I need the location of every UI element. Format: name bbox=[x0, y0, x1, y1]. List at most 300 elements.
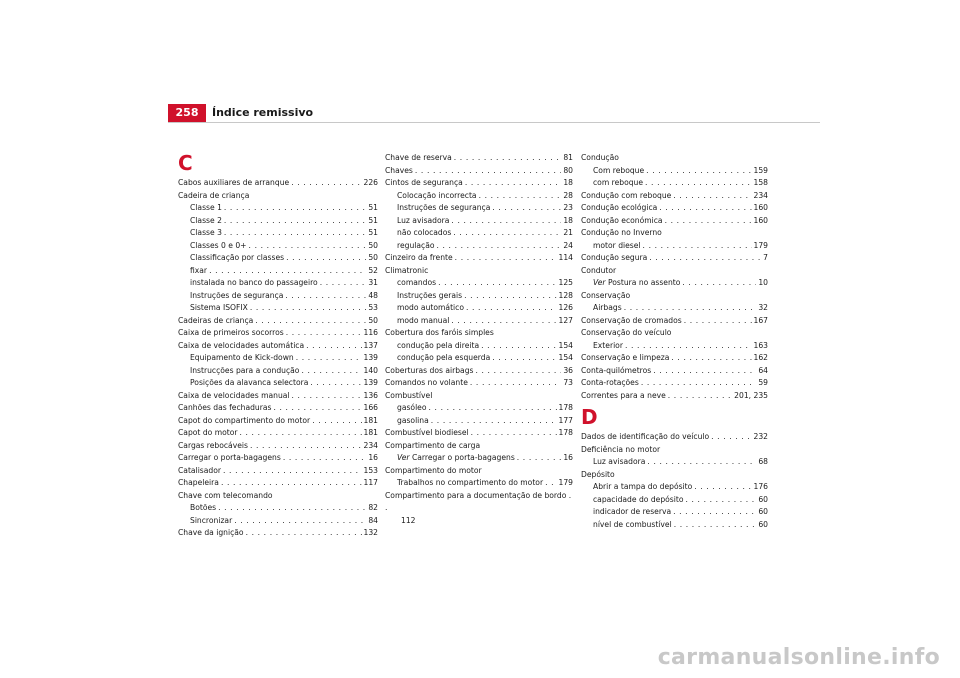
leader-dots bbox=[320, 277, 367, 290]
leader-dots bbox=[673, 190, 751, 203]
entry-label-group bbox=[190, 265, 207, 278]
entry-label-group bbox=[593, 240, 641, 253]
index-entry bbox=[581, 365, 768, 378]
index-subentry bbox=[385, 402, 573, 415]
leader-dots bbox=[286, 327, 362, 340]
entry-label-group bbox=[581, 315, 682, 328]
entry-label: Classe 3 bbox=[190, 228, 222, 237]
entry-page: 140 bbox=[363, 365, 378, 375]
entry-label: Cinzeiro da frente bbox=[385, 253, 453, 262]
index-subentry bbox=[385, 477, 573, 490]
entry-label-group bbox=[178, 440, 248, 453]
entry-label: Dados de identificação do veículo bbox=[581, 432, 710, 441]
entry-label-group bbox=[397, 227, 451, 240]
index-subentry bbox=[178, 277, 378, 290]
leader-dots bbox=[429, 402, 557, 415]
entry-label-group bbox=[593, 165, 644, 178]
index-entry bbox=[581, 215, 768, 228]
leader-dots bbox=[286, 252, 366, 265]
entry-page: 23 bbox=[563, 203, 573, 212]
entry-label-group bbox=[397, 402, 427, 415]
entry-label: condução pela esquerda bbox=[397, 353, 491, 362]
entry-page: 177 bbox=[558, 415, 573, 425]
entry-page: 167 bbox=[753, 315, 768, 325]
index-entry bbox=[581, 315, 768, 328]
entry-label-group bbox=[593, 481, 692, 494]
index-entry bbox=[178, 340, 378, 353]
entry-label-group bbox=[397, 190, 477, 203]
index-subentry bbox=[581, 177, 768, 190]
leader-dots bbox=[224, 202, 366, 215]
entry-label: comandos bbox=[397, 278, 437, 287]
index-entry bbox=[178, 177, 378, 190]
index-subentry bbox=[178, 515, 378, 528]
entry-label: com reboque bbox=[593, 178, 644, 187]
entry-label-group bbox=[178, 477, 219, 490]
entry-label-group bbox=[190, 352, 294, 365]
entry-label-group bbox=[178, 527, 244, 540]
entry-page: 28 bbox=[563, 190, 573, 200]
entry-label-group bbox=[397, 415, 429, 428]
entry-label-group bbox=[397, 302, 464, 315]
entry-label-group bbox=[190, 227, 222, 240]
index-subentry bbox=[581, 302, 768, 315]
index-entry bbox=[178, 390, 378, 403]
index-entry bbox=[385, 365, 573, 378]
entry-page: 7 bbox=[763, 253, 768, 262]
entry-page: 112 bbox=[401, 515, 416, 525]
entry-label: Conservação de cromados bbox=[581, 315, 682, 325]
entry-label: gasolina bbox=[397, 415, 429, 425]
entry-page: 201, 235 bbox=[734, 390, 768, 400]
leader-dots bbox=[273, 402, 361, 415]
entry-label: Posições da alavanca selectora bbox=[190, 378, 309, 387]
leader-dots bbox=[625, 340, 752, 353]
leader-dots bbox=[673, 506, 756, 519]
leader-dots bbox=[246, 527, 362, 540]
entry-label: Chave da ignição bbox=[178, 528, 244, 537]
entry-page: 32 bbox=[758, 303, 768, 312]
entry-label-group bbox=[397, 340, 479, 353]
entry-page: 84 bbox=[368, 515, 378, 525]
index-subentry bbox=[385, 190, 573, 203]
leader-dots bbox=[686, 494, 757, 507]
entry-label: nível de combustível bbox=[593, 519, 672, 529]
entry-page: 178 bbox=[558, 403, 573, 412]
leader-dots bbox=[249, 240, 367, 253]
entry-page: 136 bbox=[363, 390, 378, 400]
leader-dots bbox=[668, 390, 732, 403]
entry-label: Canhões das fechaduras bbox=[178, 403, 272, 412]
entry-label-group bbox=[397, 315, 449, 328]
leader-dots bbox=[306, 340, 361, 353]
leader-dots bbox=[645, 177, 751, 190]
index-entry bbox=[581, 390, 768, 403]
leader-dots bbox=[239, 427, 361, 440]
entry-page: 158 bbox=[753, 178, 768, 187]
index-heading: Deficiência no motor bbox=[581, 444, 661, 454]
leader-dots bbox=[296, 352, 362, 365]
entry-label-group bbox=[397, 215, 449, 228]
entry-page: 139 bbox=[363, 378, 378, 387]
entry-page: 48 bbox=[368, 290, 378, 300]
index-subentry bbox=[178, 377, 378, 390]
leader-dots bbox=[221, 477, 362, 490]
entry-page: 81 bbox=[563, 153, 573, 162]
entry-label-group bbox=[178, 452, 281, 465]
index-heading: Cobertura dos faróis simples bbox=[385, 328, 494, 337]
leader-dots bbox=[492, 202, 561, 215]
leader-dots bbox=[283, 452, 367, 465]
leader-dots bbox=[431, 415, 557, 428]
entry-label: Carregar o porta-bagagens bbox=[178, 453, 281, 462]
entry-label: Condução económica bbox=[581, 215, 663, 225]
entry-label-group bbox=[397, 290, 462, 303]
entry-page: 234 bbox=[753, 190, 768, 200]
index-heading: Combustível bbox=[385, 390, 433, 400]
entry-label: Chave de reserva bbox=[385, 153, 452, 162]
entry-label-group bbox=[190, 365, 299, 378]
entry-label-group bbox=[397, 202, 490, 215]
entry-page: 234 bbox=[363, 440, 378, 450]
entry-page: 154 bbox=[558, 340, 573, 350]
leader-dots bbox=[470, 377, 561, 390]
index-subentry bbox=[178, 227, 378, 240]
entry-label: Coberturas dos airbags bbox=[385, 365, 474, 375]
entry-label: gasóleo bbox=[397, 403, 427, 412]
index-heading: Compartimento de carga bbox=[385, 440, 481, 450]
index-heading: Conservação bbox=[581, 290, 631, 300]
entry-label: Airbags bbox=[593, 303, 622, 312]
index-entry bbox=[385, 252, 573, 265]
entry-label-group bbox=[581, 431, 709, 444]
leader-dots bbox=[209, 265, 366, 278]
entry-label: Postura no assento bbox=[607, 278, 681, 287]
leader-dots bbox=[453, 227, 561, 240]
leader-dots bbox=[711, 431, 751, 444]
entry-label: Abrir a tampa do depósito bbox=[593, 482, 693, 491]
entry-page: 18 bbox=[563, 178, 573, 187]
entry-page: 51 bbox=[368, 215, 378, 225]
index-subentry bbox=[385, 352, 573, 365]
leader-dots bbox=[437, 240, 562, 253]
leader-dots bbox=[649, 252, 761, 265]
entry-label: Caixa de primeiros socorros bbox=[178, 328, 284, 337]
entry-label-group bbox=[178, 415, 310, 428]
entry-label-group bbox=[385, 377, 468, 390]
entry-label: fixar bbox=[190, 265, 208, 275]
entry-page: 36 bbox=[563, 365, 573, 375]
index-entry bbox=[178, 452, 378, 465]
leader-dots bbox=[674, 519, 757, 532]
index-subentry bbox=[581, 277, 768, 290]
entry-page: 127 bbox=[558, 315, 573, 325]
index-subentry bbox=[581, 494, 768, 507]
entry-label-group bbox=[385, 165, 413, 178]
entry-label-group bbox=[397, 277, 436, 290]
entry-page: 16 bbox=[368, 453, 378, 462]
entry-page: 132 bbox=[363, 528, 378, 537]
entry-page: 179 bbox=[558, 478, 573, 487]
index-subentry bbox=[385, 452, 573, 465]
entry-label-group bbox=[190, 290, 283, 303]
leader-dots bbox=[438, 277, 556, 290]
entry-page: 60 bbox=[758, 519, 768, 529]
entry-label: modo automático bbox=[397, 303, 464, 312]
leader-dots bbox=[310, 377, 361, 390]
index-entry bbox=[178, 427, 378, 440]
section-letter: C bbox=[178, 151, 193, 175]
index-subentry bbox=[581, 456, 768, 469]
leader-dots bbox=[479, 190, 562, 203]
entry-page: 181 bbox=[363, 428, 378, 437]
entry-page: 116 bbox=[363, 328, 378, 337]
entry-page: 137 bbox=[363, 340, 378, 350]
entry-page: 160 bbox=[753, 215, 768, 225]
index-subentry bbox=[178, 365, 378, 378]
entry-label: Cintos de segurança bbox=[385, 178, 463, 187]
leader-dots bbox=[694, 481, 751, 494]
entry-page: 128 bbox=[558, 290, 573, 300]
index-subentry bbox=[385, 277, 573, 290]
entry-page: 80 bbox=[563, 165, 573, 175]
leader-dots bbox=[682, 277, 756, 290]
index-entry bbox=[581, 252, 768, 265]
index-entry bbox=[178, 440, 378, 453]
index-heading: Compartimento do motor bbox=[385, 465, 482, 475]
leader-dots bbox=[545, 477, 556, 490]
entry-label-group bbox=[581, 365, 651, 378]
page-number: 258 bbox=[168, 104, 206, 122]
entry-label-group bbox=[178, 402, 271, 415]
header-rule bbox=[168, 122, 820, 123]
entry-label-group bbox=[593, 302, 622, 315]
entry-label-group bbox=[190, 515, 232, 528]
index-column-3 bbox=[581, 152, 768, 531]
entry-page: 153 bbox=[363, 465, 378, 475]
index-entry bbox=[385, 177, 573, 190]
leader-dots bbox=[454, 152, 562, 165]
leader-dots bbox=[250, 440, 362, 453]
entry-page: 179 bbox=[753, 240, 768, 250]
entry-page: 178 bbox=[558, 428, 573, 437]
index-subentry bbox=[385, 315, 573, 328]
leader-dots bbox=[481, 340, 556, 353]
index-subentry bbox=[581, 165, 768, 178]
leader-dots bbox=[312, 415, 361, 428]
entry-label: Classes 0 e 0+ bbox=[190, 240, 247, 250]
index-subentry bbox=[385, 215, 573, 228]
index-entry bbox=[581, 202, 768, 215]
entry-page: 73 bbox=[563, 378, 573, 387]
entry-label-group bbox=[581, 377, 639, 390]
leader-dots bbox=[224, 215, 366, 228]
entry-label: não colocados bbox=[397, 228, 452, 237]
index-column-2 bbox=[385, 152, 573, 527]
index-entry bbox=[178, 315, 378, 328]
index-subentry bbox=[385, 202, 573, 215]
index-subentry bbox=[178, 215, 378, 228]
index-heading: Climatronic bbox=[385, 265, 429, 275]
entry-page: 159 bbox=[753, 165, 768, 175]
index-entry bbox=[385, 377, 573, 390]
entry-label-group bbox=[581, 190, 671, 203]
entry-label-group bbox=[593, 340, 623, 353]
leader-dots bbox=[471, 427, 557, 440]
entry-label: Luz avisadora bbox=[397, 215, 450, 225]
index-entry bbox=[385, 152, 573, 165]
index-heading: Condutor bbox=[581, 265, 617, 275]
index-entry bbox=[581, 431, 768, 444]
entry-label-group bbox=[397, 477, 543, 490]
entry-page: 226 bbox=[363, 178, 378, 187]
index-subentry bbox=[178, 240, 378, 253]
leader-dots bbox=[451, 315, 556, 328]
entry-label: Conta-rotações bbox=[581, 378, 639, 387]
index-entry bbox=[178, 465, 378, 478]
leader-dots bbox=[224, 227, 366, 240]
entry-page: 162 bbox=[753, 353, 768, 362]
entry-label: Condução segura bbox=[581, 253, 648, 262]
entry-label-group bbox=[581, 202, 657, 215]
index-subentry bbox=[178, 502, 378, 515]
leader-dots bbox=[415, 165, 561, 178]
entry-label: instalada no banco do passageiro bbox=[190, 278, 318, 287]
entry-label-group bbox=[593, 506, 671, 519]
leader-dots bbox=[466, 302, 557, 315]
entry-page: 125 bbox=[558, 278, 573, 287]
entry-label-group bbox=[190, 215, 222, 228]
entry-label: motor diesel bbox=[593, 240, 641, 250]
index-subentry bbox=[581, 481, 768, 494]
leader-dots bbox=[250, 302, 366, 315]
entry-label-group bbox=[593, 494, 684, 507]
entry-label-group bbox=[581, 215, 663, 228]
entry-label: Chapeleira bbox=[178, 478, 219, 487]
entry-label: indicador de reserva bbox=[593, 507, 672, 516]
entry-label: Classe 2 bbox=[190, 215, 222, 225]
entry-label: Cadeiras de criança bbox=[178, 315, 254, 325]
entry-page: 232 bbox=[753, 432, 768, 441]
entry-label-group bbox=[190, 377, 308, 390]
entry-label: Chaves bbox=[385, 165, 413, 175]
entry-page: 51 bbox=[368, 203, 378, 212]
leader-dots bbox=[659, 202, 751, 215]
entry-page: 166 bbox=[363, 403, 378, 412]
section-letter: D bbox=[581, 405, 598, 429]
entry-label: Trabalhos no compartimento do motor bbox=[397, 478, 544, 487]
entry-page: 176 bbox=[753, 482, 768, 491]
entry-label-group bbox=[178, 315, 253, 328]
entry-label: Carregar o porta-bagagens bbox=[411, 453, 515, 462]
index-entry bbox=[385, 427, 573, 440]
entry-label: Correntes para a neve bbox=[581, 390, 666, 400]
entry-label: Condução ecológica bbox=[581, 203, 658, 212]
leader-dots bbox=[647, 456, 756, 469]
watermark: carmanualsonline.info bbox=[657, 645, 940, 670]
index-subentry bbox=[385, 415, 573, 428]
entry-label: Conta-quilómetros bbox=[581, 365, 652, 375]
entry-label: Cargas rebocáveis bbox=[178, 440, 248, 450]
page-title: Índice remissivo bbox=[212, 106, 314, 119]
entry-page: 68 bbox=[758, 457, 768, 466]
entry-label-group bbox=[581, 252, 647, 265]
entry-page: 139 bbox=[363, 353, 378, 362]
entry-label: modo manual bbox=[397, 315, 450, 325]
index-subentry bbox=[385, 340, 573, 353]
index-subentry bbox=[385, 227, 573, 240]
entry-label-group bbox=[190, 302, 248, 315]
leader-dots bbox=[665, 215, 752, 228]
leader-dots bbox=[517, 452, 562, 465]
leader-dots bbox=[464, 290, 556, 303]
index-subentry bbox=[385, 240, 573, 253]
entry-page: 16 bbox=[563, 453, 573, 462]
entry-label-group bbox=[190, 240, 247, 253]
entry-page: 60 bbox=[758, 494, 768, 504]
index-column-1 bbox=[178, 152, 378, 540]
index-subentry bbox=[178, 265, 378, 278]
index-entry bbox=[178, 415, 378, 428]
index-heading: Condução bbox=[581, 153, 619, 162]
entry-label: condução pela direita bbox=[397, 340, 480, 350]
entry-page: 114 bbox=[558, 253, 573, 262]
index-heading: Chave com telecomando bbox=[178, 490, 273, 500]
entry-page: 163 bbox=[753, 340, 768, 350]
entry-page: 117 bbox=[363, 478, 378, 487]
entry-label: Cabos auxiliares de arranque bbox=[178, 178, 290, 187]
entry-label: Capot do motor bbox=[178, 428, 238, 437]
entry-label: Combustível biodiesel bbox=[385, 428, 469, 437]
entry-page: 18 bbox=[563, 215, 573, 225]
entry-label: Conservação e limpeza bbox=[581, 353, 670, 362]
leader-dots bbox=[646, 165, 751, 178]
leader-dots bbox=[455, 252, 557, 265]
leader-dots bbox=[255, 315, 366, 328]
entry-label-group bbox=[178, 390, 290, 403]
leader-dots bbox=[234, 515, 366, 528]
leader-dots bbox=[492, 352, 556, 365]
entry-label: Instrucções para a condução bbox=[190, 365, 300, 375]
entry-page: 126 bbox=[558, 303, 573, 312]
index-subentry bbox=[178, 202, 378, 215]
index-subentry bbox=[385, 302, 573, 315]
entry-page: 181 bbox=[363, 415, 378, 425]
entry-label: Equipamento de Kick-down bbox=[190, 353, 294, 362]
entry-label-group bbox=[385, 252, 453, 265]
leader-dots bbox=[671, 352, 751, 365]
index-subentry bbox=[178, 252, 378, 265]
leader-dots bbox=[641, 377, 757, 390]
entry-label-group bbox=[581, 352, 669, 365]
entry-label-group bbox=[385, 177, 463, 190]
entry-page: 59 bbox=[758, 378, 768, 387]
entry-page: 21 bbox=[563, 228, 573, 237]
entry-page: 31 bbox=[368, 278, 378, 287]
index-heading: Cadeira de criança bbox=[178, 190, 250, 200]
entry-page: 24 bbox=[563, 240, 573, 250]
entry-label: Classe 1 bbox=[190, 203, 222, 212]
entry-label-group bbox=[190, 202, 222, 215]
entry-label: regulação bbox=[397, 240, 435, 250]
entry-label-group bbox=[178, 465, 221, 478]
entry-label-group bbox=[178, 340, 304, 353]
entry-page: 50 bbox=[368, 315, 378, 325]
entry-label: Botões bbox=[190, 503, 217, 512]
leader-dots bbox=[451, 215, 561, 228]
leader-dots bbox=[223, 465, 361, 478]
entry-page: 50 bbox=[368, 240, 378, 250]
